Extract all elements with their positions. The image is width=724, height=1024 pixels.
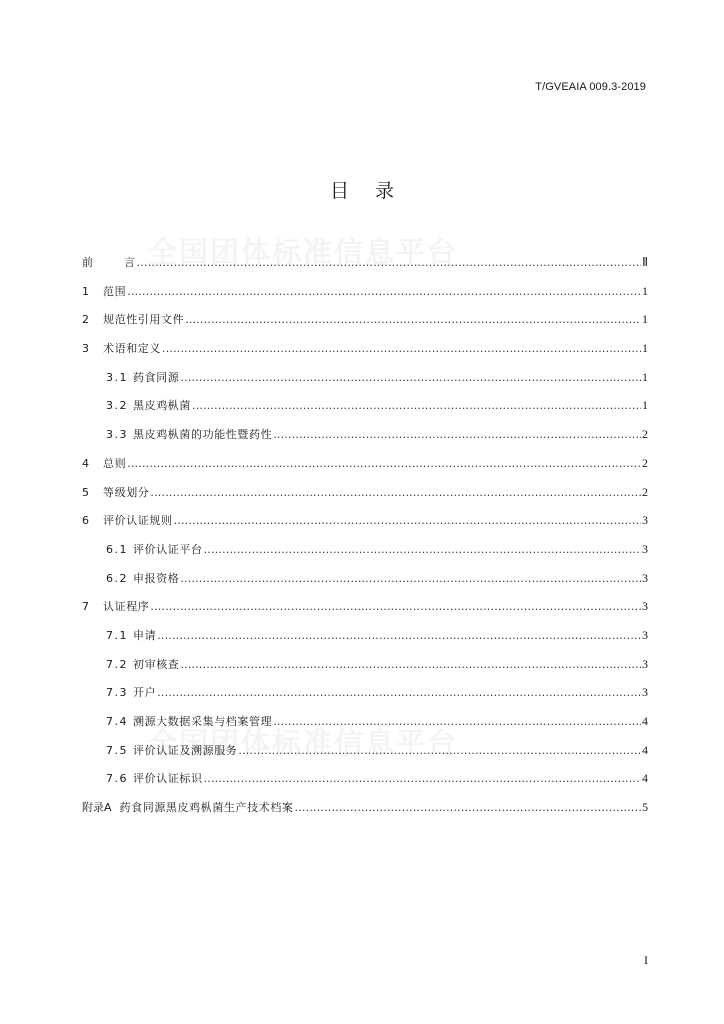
toc-entry-title: 药食同源黑皮鸡枞菌生产技术档案 [119, 801, 294, 815]
toc-entry[interactable] [82, 449, 648, 478]
toc-entry-number: 7.5 [106, 743, 128, 757]
toc-entry-number: 6.1 [106, 542, 128, 556]
toc-dot-leader [180, 364, 641, 393]
toc-entry-title: 黑皮鸡枞菌的功能性暨药性 [133, 428, 273, 442]
toc-entry-title: 认证程序 [103, 600, 150, 614]
toc-dot-leader [127, 278, 641, 307]
toc-entry-page: 4 [642, 714, 648, 728]
toc-dot-leader [157, 679, 641, 708]
toc-entry-title: 申报资格 [133, 571, 180, 585]
toc-entry-page: 3 [642, 570, 648, 585]
toc-dot-leader [180, 651, 641, 680]
toc-entry-title: 药食同源 [133, 370, 180, 384]
toc-entry[interactable] [82, 506, 648, 535]
toc-entry-page: 1 [642, 312, 648, 327]
toc-entry[interactable] [82, 678, 648, 707]
toc-entry-page: 2 [642, 455, 648, 470]
toc-dot-leader [238, 737, 641, 766]
toc-entry[interactable] [82, 764, 648, 793]
toc-entry-title: 初审核查 [133, 657, 180, 671]
toc-entry-page: 2 [642, 427, 648, 442]
toc-dot-leader [204, 536, 641, 565]
toc-entry-number: 3.3 [106, 428, 128, 442]
toc-entry-page: 3 [642, 513, 648, 528]
toc-dot-leader [185, 306, 641, 335]
toc-dot-leader [127, 450, 641, 479]
toc-entry-page: 3 [642, 656, 648, 671]
toc-entry-number: 7.6 [106, 772, 128, 786]
toc-dot-leader [137, 249, 641, 278]
toc-dot-leader [273, 708, 641, 737]
toc-entry[interactable] [82, 707, 648, 736]
toc-entry-title: 开户 [133, 686, 157, 700]
toc-entry[interactable] [82, 535, 648, 564]
toc-dot-leader [162, 335, 641, 364]
toc-entry[interactable] [82, 736, 648, 765]
toc-entry-number: 7.1 [106, 628, 128, 642]
page-number: I [644, 953, 648, 967]
toc-entry[interactable] [82, 650, 648, 679]
document-code: T/GVEAIA 009.3-2019 [535, 81, 646, 93]
toc-dot-leader [180, 565, 641, 594]
toc-entry-title: 评价认证规则 [103, 514, 173, 528]
toc-entry-title: 总则 [103, 456, 127, 470]
toc-entry[interactable] [82, 334, 648, 363]
toc-entry-page: 1 [642, 283, 648, 298]
toc-entry-title: 等级划分 [103, 485, 150, 499]
toc-entry-number: 7.4 [106, 715, 128, 728]
toc-entry-page: 3 [642, 541, 648, 556]
toc-entry-page: 1 [642, 341, 648, 356]
toc-entry-number: 6.2 [106, 571, 128, 585]
toc-entry[interactable] [82, 621, 648, 650]
table-of-contents [82, 248, 648, 822]
toc-dot-leader [150, 593, 641, 622]
toc-dot-leader [192, 392, 641, 421]
toc-entry[interactable] [82, 564, 648, 593]
toc-entry[interactable] [82, 363, 648, 392]
toc-entry-title: 评价认证标识 [133, 772, 203, 786]
toc-entry-number: 7 [82, 600, 89, 614]
toc-entry-page: 5 [642, 800, 648, 815]
toc-entry[interactable] [82, 277, 648, 306]
toc-entry-number: 3 [82, 342, 89, 356]
toc-dot-leader [295, 794, 641, 823]
toc-entry-number: 4 [82, 456, 89, 470]
toc-entry-page: 4 [642, 771, 648, 786]
toc-dot-leader [150, 479, 641, 508]
toc-entry-number: 3.2 [106, 399, 128, 413]
toc-entry-page: 1 [642, 369, 648, 384]
toc-dot-leader [174, 507, 641, 536]
toc-entry-title: 申请 [133, 628, 157, 642]
toc-entry-page: 3 [642, 627, 648, 642]
toc-entry-title: 溯源大数据采集与档案管理 [133, 715, 273, 728]
toc-entry-page: 2 [642, 484, 648, 499]
toc-dot-leader [204, 765, 641, 794]
toc-entry-number: 前 [82, 256, 93, 269]
toc-entry[interactable] [82, 592, 648, 621]
toc-entry-title: 规范性引用文件 [103, 313, 185, 327]
toc-entry-number: 附录A [82, 801, 112, 815]
toc-entry-number: 2 [82, 313, 89, 327]
toc-entry-title: 黑皮鸡枞菌 [133, 399, 191, 413]
toc-entry-title: 范围 [103, 284, 127, 298]
toc-entry-title: 术语和定义 [103, 342, 161, 356]
toc-entry-page: 3 [642, 685, 648, 700]
toc-entry-title: 评价认证及溯源服务 [133, 743, 238, 757]
toc-entry[interactable] [82, 793, 648, 822]
toc-entry[interactable] [82, 420, 648, 449]
toc-entry-title: 言 [124, 256, 136, 269]
toc-entry-page: Ⅱ [642, 255, 648, 269]
toc-entry-page: 1 [642, 398, 648, 413]
toc-entry-number: 6 [82, 514, 89, 528]
toc-entry-number: 1 [82, 284, 89, 298]
toc-entry-number: 3.1 [106, 370, 128, 384]
toc-entry-page: 4 [642, 742, 648, 757]
toc-entry-page: 3 [642, 599, 648, 614]
toc-entry-number: 7.3 [106, 686, 128, 700]
toc-entry[interactable] [82, 248, 648, 277]
toc-entry-title: 评价认证平台 [133, 542, 203, 556]
toc-entry-number: 5 [82, 485, 89, 499]
toc-dot-leader [157, 622, 641, 651]
toc-title: 目 录 [329, 180, 405, 202]
toc-entry[interactable] [82, 305, 648, 334]
toc-entry[interactable] [82, 391, 648, 420]
toc-entry-number: 7.2 [106, 657, 128, 671]
toc-dot-leader [273, 421, 641, 450]
toc-entry[interactable] [82, 478, 648, 507]
